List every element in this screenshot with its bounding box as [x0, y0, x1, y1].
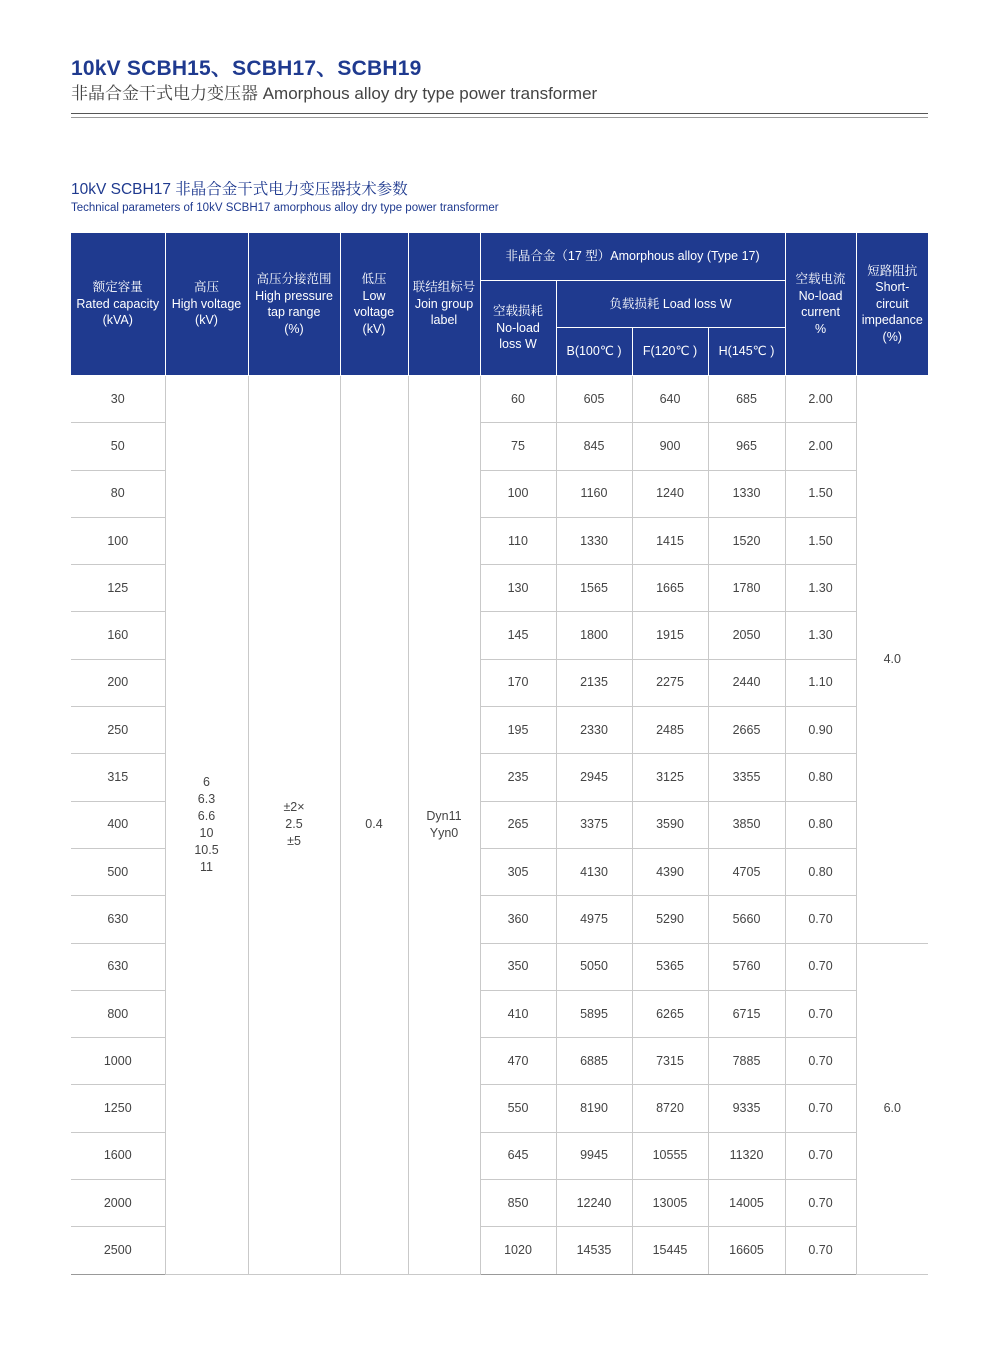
cell-load-loss-h: 11320 [708, 1132, 785, 1179]
cell-capacity: 315 [71, 754, 165, 801]
cell-high-voltage-line: 6 [203, 774, 210, 789]
header-line: 高压分接范围 [256, 272, 332, 286]
header-line: 低压 [361, 272, 387, 286]
cell-load-loss-f: 3590 [632, 801, 708, 848]
table-body [71, 376, 928, 1275]
cell-load-loss-h: 3355 [708, 754, 785, 801]
cell-no-load-loss: 410 [480, 990, 556, 1037]
cell-load-loss-h: 16605 [708, 1227, 785, 1274]
header-line: (kVA) [102, 313, 133, 328]
cell-capacity: 125 [71, 565, 165, 612]
cell-load-loss-b: 12240 [556, 1180, 632, 1227]
header-line: No-load [798, 288, 843, 303]
header-no-load-current [785, 233, 856, 376]
cell-high-voltage-line: 11 [200, 859, 213, 874]
cell-capacity: 630 [71, 943, 165, 990]
header-amorphous-group: 非晶合金（17 型）Amorphous alloy (Type 17) [480, 233, 785, 281]
header-line: 空载电流 [795, 272, 846, 286]
cell-no-load-loss: 60 [480, 376, 556, 423]
cell-load-loss-f: 1915 [632, 612, 708, 659]
cell-no-load-current: 0.70 [785, 1180, 856, 1227]
spec-table [71, 233, 928, 1275]
cell-load-loss-f: 640 [632, 376, 708, 423]
header-line: Join group [414, 296, 474, 311]
cell-load-loss-b: 5050 [556, 943, 632, 990]
cell-load-loss-h: 14005 [708, 1180, 785, 1227]
cell-tap-range-line: ±5 [287, 834, 301, 849]
cell-load-loss-b: 4130 [556, 848, 632, 895]
cell-load-loss-b: 14535 [556, 1227, 632, 1274]
cell-no-load-current: 2.00 [785, 423, 856, 470]
cell-load-loss-b: 6885 [556, 1038, 632, 1085]
cell-join-group [408, 376, 480, 1275]
header-line: Short- [875, 280, 910, 295]
cell-no-load-loss: 550 [480, 1085, 556, 1132]
cell-load-loss-h: 685 [708, 376, 785, 423]
cell-no-load-current: 0.80 [785, 754, 856, 801]
header-capacity [71, 233, 165, 376]
cell-load-loss-f: 3125 [632, 754, 708, 801]
table-row [71, 376, 928, 423]
header-high-voltage [165, 233, 248, 376]
cell-capacity: 630 [71, 896, 165, 943]
header-low-voltage [340, 233, 408, 376]
cell-load-loss-f: 8720 [632, 1085, 708, 1132]
cell-capacity: 200 [71, 659, 165, 706]
cell-no-load-loss: 850 [480, 1180, 556, 1227]
cell-load-loss-f: 6265 [632, 990, 708, 1037]
cell-capacity: 160 [71, 612, 165, 659]
cell-no-load-current: 1.30 [785, 612, 856, 659]
cell-no-load-current: 0.70 [785, 896, 856, 943]
cell-tap-range-line: ±2× [283, 800, 305, 815]
header-line: 高压 [193, 280, 219, 295]
cell-load-loss-h: 3850 [708, 801, 785, 848]
cell-capacity: 100 [71, 517, 165, 564]
header-impedance [856, 233, 928, 376]
cell-no-load-current: 0.70 [785, 1132, 856, 1179]
header-load-loss-h: H(145℃ ) [708, 328, 785, 376]
cell-load-loss-h: 5660 [708, 896, 785, 943]
cell-no-load-loss: 305 [480, 848, 556, 895]
cell-load-loss-h: 2440 [708, 659, 785, 706]
cell-load-loss-f: 1665 [632, 565, 708, 612]
cell-join-group-line: Yyn0 [429, 825, 459, 840]
cell-load-loss-h: 2665 [708, 707, 785, 754]
header-join-group [408, 233, 480, 376]
cell-no-load-loss: 235 [480, 754, 556, 801]
page-header [71, 56, 928, 105]
header-load-loss-f: F(120℃ ) [632, 328, 708, 376]
cell-no-load-loss: 170 [480, 659, 556, 706]
cell-no-load-current: 0.70 [785, 1085, 856, 1132]
cell-tap-range [248, 376, 340, 1275]
cell-load-loss-b: 2135 [556, 659, 632, 706]
cell-no-load-loss: 75 [480, 423, 556, 470]
header-line: 联结组标号 [412, 280, 476, 295]
cell-no-load-current: 0.80 [785, 848, 856, 895]
table-header [71, 233, 928, 376]
page-title: 10kV SCBH15、SCBH17、SCBH19 [71, 57, 422, 80]
header-line: 额定容量 [92, 280, 143, 295]
header-load-loss: 负载损耗 Load loss W [556, 281, 785, 328]
cell-no-load-current: 0.70 [785, 1038, 856, 1085]
cell-impedance: 4.0 [856, 376, 928, 944]
cell-no-load-loss: 470 [480, 1038, 556, 1085]
cell-load-loss-b: 9945 [556, 1132, 632, 1179]
header-line: (kV) [195, 313, 218, 328]
cell-capacity: 2500 [71, 1227, 165, 1274]
header-line: Rated capacity [76, 296, 160, 311]
header-line: High voltage [171, 296, 242, 311]
cell-load-loss-f: 7315 [632, 1038, 708, 1085]
cell-load-loss-b: 5895 [556, 990, 632, 1037]
cell-load-loss-b: 1800 [556, 612, 632, 659]
cell-capacity: 2000 [71, 1180, 165, 1227]
cell-no-load-current: 1.10 [785, 659, 856, 706]
header-line: No-load [496, 320, 540, 335]
cell-load-loss-f: 5290 [632, 896, 708, 943]
cell-capacity: 500 [71, 848, 165, 895]
cell-no-load-loss: 350 [480, 943, 556, 990]
cell-no-load-current: 0.80 [785, 801, 856, 848]
cell-high-voltage-line: 10 [199, 825, 214, 840]
cell-no-load-loss: 195 [480, 707, 556, 754]
cell-load-loss-h: 7885 [708, 1038, 785, 1085]
cell-load-loss-f: 15445 [632, 1227, 708, 1274]
cell-low-voltage: 0.4 [340, 376, 408, 1275]
cell-load-loss-h: 6715 [708, 990, 785, 1037]
header-line: High pressure [255, 288, 333, 303]
cell-load-loss-h: 965 [708, 423, 785, 470]
cell-load-loss-h: 5760 [708, 943, 785, 990]
cell-load-loss-b: 845 [556, 423, 632, 470]
cell-no-load-loss: 145 [480, 612, 556, 659]
page-subtitle: 非晶合金干式电力变压器 Amorphous alloy dry type power transformer [71, 84, 598, 103]
cell-no-load-current: 1.30 [785, 565, 856, 612]
cell-load-loss-f: 10555 [632, 1132, 708, 1179]
cell-load-loss-b: 1565 [556, 565, 632, 612]
cell-load-loss-f: 1240 [632, 470, 708, 517]
cell-no-load-current: 0.70 [785, 1227, 856, 1274]
section-header [71, 180, 928, 216]
cell-join-group-line: Dyn11 [426, 808, 462, 823]
cell-load-loss-h: 1780 [708, 565, 785, 612]
cell-load-loss-b: 2945 [556, 754, 632, 801]
cell-load-loss-b: 4975 [556, 896, 632, 943]
header-line: impedance [861, 313, 923, 328]
header-line: loss W [499, 337, 537, 352]
cell-no-load-current: 2.00 [785, 376, 856, 423]
cell-load-loss-f: 1415 [632, 517, 708, 564]
cell-load-loss-h: 9335 [708, 1085, 785, 1132]
cell-no-load-current: 0.90 [785, 707, 856, 754]
cell-capacity: 30 [71, 376, 165, 423]
cell-load-loss-f: 2275 [632, 659, 708, 706]
cell-high-voltage-line: 6.6 [197, 808, 216, 823]
cell-load-loss-b: 1160 [556, 470, 632, 517]
header-line: (%) [882, 329, 902, 344]
section-subtitle: Technical parameters of 10kV SCBH17 amorphous alloy dry type power transformer [71, 202, 499, 214]
cell-load-loss-h: 1520 [708, 517, 785, 564]
cell-capacity: 250 [71, 707, 165, 754]
cell-impedance: 6.0 [856, 943, 928, 1274]
cell-capacity: 1250 [71, 1085, 165, 1132]
cell-capacity: 1000 [71, 1038, 165, 1085]
header-line: (%) [284, 321, 304, 336]
header-divider [71, 113, 928, 114]
cell-load-loss-b: 605 [556, 376, 632, 423]
cell-load-loss-b: 8190 [556, 1085, 632, 1132]
cell-load-loss-h: 2050 [708, 612, 785, 659]
cell-load-loss-f: 900 [632, 423, 708, 470]
cell-load-loss-f: 5365 [632, 943, 708, 990]
cell-high-voltage [165, 376, 248, 1275]
header-line: Low [362, 288, 386, 303]
header-divider-thin [71, 117, 928, 118]
header-load-loss-b: B(100℃ ) [556, 328, 632, 376]
cell-tap-range-line: 2.5 [285, 817, 303, 832]
cell-no-load-loss: 360 [480, 896, 556, 943]
cell-load-loss-b: 2330 [556, 707, 632, 754]
header-line: (kV) [362, 321, 386, 336]
cell-load-loss-f: 13005 [632, 1180, 708, 1227]
cell-capacity: 400 [71, 801, 165, 848]
cell-no-load-current: 0.70 [785, 943, 856, 990]
cell-capacity: 50 [71, 423, 165, 470]
cell-high-voltage-line: 10.5 [194, 842, 219, 857]
cell-load-loss-f: 2485 [632, 707, 708, 754]
cell-no-load-current: 0.70 [785, 990, 856, 1037]
cell-no-load-loss: 110 [480, 517, 556, 564]
cell-no-load-loss: 100 [480, 470, 556, 517]
header-line: 短路阻抗 [867, 263, 918, 278]
cell-capacity: 80 [71, 470, 165, 517]
cell-load-loss-h: 1330 [708, 470, 785, 517]
header-tap-range [248, 233, 340, 376]
cell-capacity: 1600 [71, 1132, 165, 1179]
section-title: 10kV SCBH17 非晶合金干式电力变压器技术参数 [71, 181, 408, 198]
cell-load-loss-h: 4705 [708, 848, 785, 895]
cell-no-load-current: 1.50 [785, 470, 856, 517]
cell-no-load-loss: 130 [480, 565, 556, 612]
cell-load-loss-f: 4390 [632, 848, 708, 895]
cell-load-loss-b: 1330 [556, 517, 632, 564]
header-line: % [814, 321, 827, 336]
cell-load-loss-b: 3375 [556, 801, 632, 848]
cell-high-voltage-line: 6.3 [197, 791, 216, 806]
cell-no-load-loss: 265 [480, 801, 556, 848]
header-line: voltage [353, 305, 395, 319]
header-line: tap range [267, 305, 321, 319]
cell-no-load-loss: 645 [480, 1132, 556, 1179]
header-line: label [430, 313, 458, 328]
header-no-load-loss [480, 281, 556, 376]
header-line: circuit [875, 296, 909, 311]
header-line: current [801, 305, 840, 319]
cell-capacity: 800 [71, 990, 165, 1037]
cell-no-load-loss: 1020 [480, 1227, 556, 1274]
cell-no-load-current: 1.50 [785, 517, 856, 564]
header-line: 空载损耗 [492, 304, 543, 319]
